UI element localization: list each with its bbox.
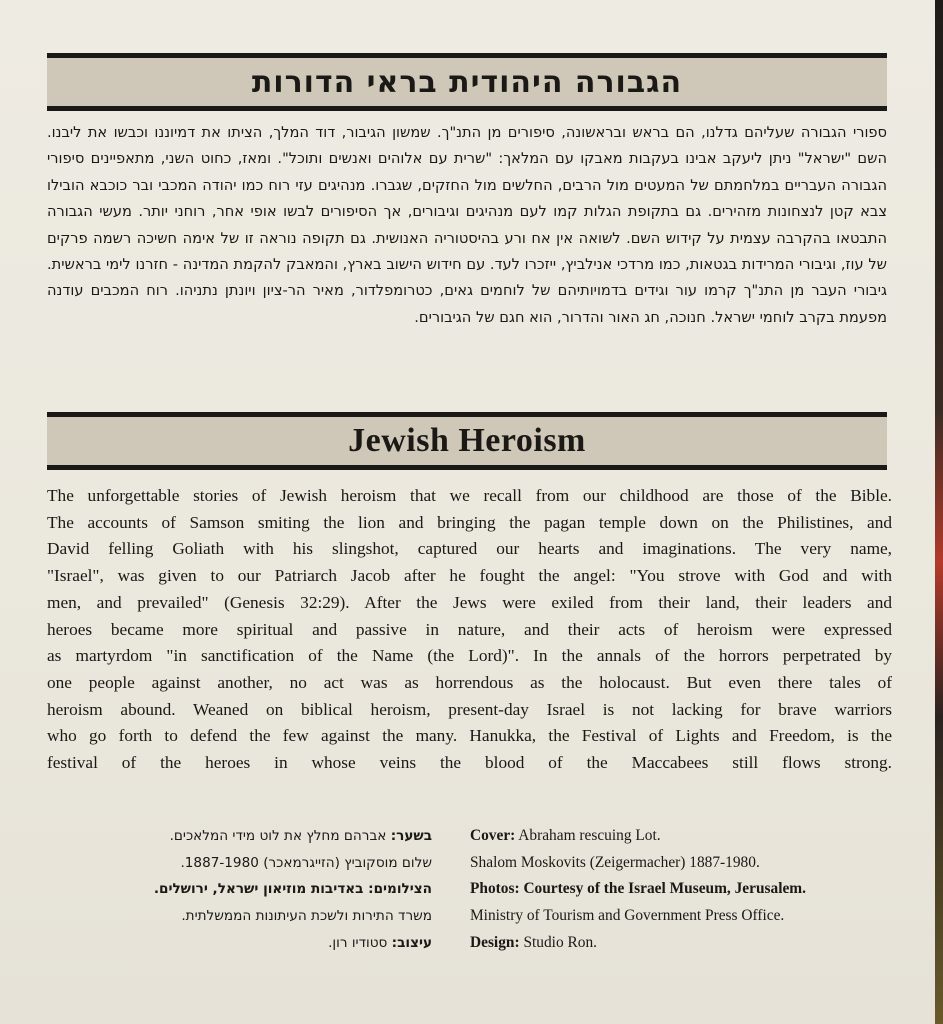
english-line: "Israel", was given to our Patriarch Jacob after he fought the angel: "You strove with God and with (47, 566, 892, 586)
credit-text: Abraham rescuing Lot. (515, 827, 661, 844)
english-line: heroes became more spiritual and passive in nature, and their acts of heroism were expressed (47, 619, 892, 639)
hebrew-credit-line (110, 903, 432, 930)
hebrew-title: הגבורה היהודית בראי הדורות (251, 64, 683, 100)
hebrew-credit-line (110, 876, 432, 903)
hebrew-title-banner (47, 53, 887, 111)
english-line: David felling Goliath with his slingshot, captured our hearts and imaginations. The very name, (47, 539, 892, 559)
english-line: festival of the heroes in whose veins the blood of the Maccabees still flows strong. (47, 753, 892, 773)
english-credits (470, 823, 910, 957)
hebrew-credit-line (110, 930, 432, 957)
english-line: heroism abound. Weaned on biblical heroism, present-day Israel is not lacking for brave warriors (47, 699, 892, 719)
english-credit-line (470, 930, 910, 957)
english-line: men, and prevailed" (Genesis 32:29). After the Jews were exiled from their land, their leaders and (47, 592, 892, 612)
hebrew-paragraph: ספורי הגבורה שעליהם גדלנו, הם בראש ובראשונה, סיפורים מן התנ"ך. שמשון הגיבור, דוד המלך, הציתו את דמיוננו וכבשו את ליבנו. השם "ישראל" ניתן ליעקב אבינו בעקבות מאבקו עם המלאך: "שרית עם אלוהים ואנשים ותוכל". ומאז, כחוט השני, מתאפיינים סיפורי הגבורה העבריים במלחמתם של המעטים מול הרבים, החלשים מול החזקים, שגברו. מנהיגים עזי רוח כמו יהודה המכבי ובר כוכבא הובילו צבא קטן לנצחונות מזהירים. גם בתקופת הגלות קמו לעם מנהיגים וגיבורים, אך הסיפורים לבשו אופי אחר, רוחני יותר. מעשי הגבורה התבטאו בהקרבה עצמית על קידוש השם. לשואה אין אח ורע בהיסטוריה האנושית. גם תקופה נוראה זו של אימה חשיכה רשמה פרקים של עוז, וגיבורי המרידות בגטאות, כמו מרדכי אנילביץ, ייזכרו לעד. עם חידוש הישוב בארץ, והמאבק להקמת המדינה - חזרנו לימי בראשית. גיבורי העבר מן התנ"ך קרמו עור וגידים בדמויותיהם של לוחמים גאים, כטרומפלדור, מאיר הר-ציון ויונתן נתניהו. רוח המכבים עודנה מפעמת בקרב לוחמי ישראל. חנוכה, חג האור והדרור, הוא חגם של הגיבורים. (47, 124, 887, 326)
credit-label: Photos: Courtesy of the Israel Museum, Jerusalem. (470, 880, 806, 898)
adjacent-page-edge (935, 0, 943, 1024)
credit-text: Studio Ron. (519, 933, 597, 951)
english-title: Jewish Heroism (348, 422, 586, 459)
english-credit-line (470, 850, 910, 877)
credit-label: Cover: (470, 827, 516, 844)
credit-text: אברהם מחלץ את לוט מידי המלאכים. (169, 828, 391, 844)
credit-text: Shalom Moskovits (Zeigermacher) 1887-1980. (470, 853, 760, 871)
hebrew-credits (110, 823, 432, 957)
english-line: The unforgettable stories of Jewish heroism that we recall from our childhood are those of the Bible. (47, 486, 892, 505)
credit-text: Ministry of Tourism and Government Press Office. (470, 907, 785, 925)
english-paragraph (47, 483, 892, 777)
english-line: as martyrdom "in sanctification of the Name (the Lord)". In the annals of the horrors perpetrated by (47, 646, 892, 666)
credit-label: הצילומים: (368, 881, 432, 898)
english-credit-line (470, 876, 910, 903)
english-line: who go forth to defend the few against the many. Hanukka, the Festival of Lights and Freedom, is the (47, 726, 892, 746)
hebrew-credit-line (110, 850, 432, 877)
credit-text: משרד התירות ולשכת העיתונות הממשלתית. (181, 908, 432, 925)
hebrew-credit-line (110, 823, 432, 850)
credit-label: בשער: (390, 828, 432, 844)
credit-text: באדיבות מוזיאון ישראל, ירושלים. (153, 881, 369, 898)
english-line: The accounts of Samson smiting the lion and bringing the pagan temple down on the Philistines, and (47, 512, 892, 532)
credit-label: Design: (470, 933, 520, 951)
english-title-banner (47, 412, 887, 470)
credit-text: שלום מוסקוביץ (הזייגרמאכר) 1887-1980. (180, 854, 432, 871)
credit-label: עיצוב: (391, 934, 432, 951)
english-line: one people against another, no act was as horrendous as the holocaust. But even there tales of (47, 672, 892, 692)
english-credit-line (470, 823, 910, 850)
english-credit-line (470, 903, 910, 930)
credit-text: סטודיו רון. (328, 934, 392, 951)
